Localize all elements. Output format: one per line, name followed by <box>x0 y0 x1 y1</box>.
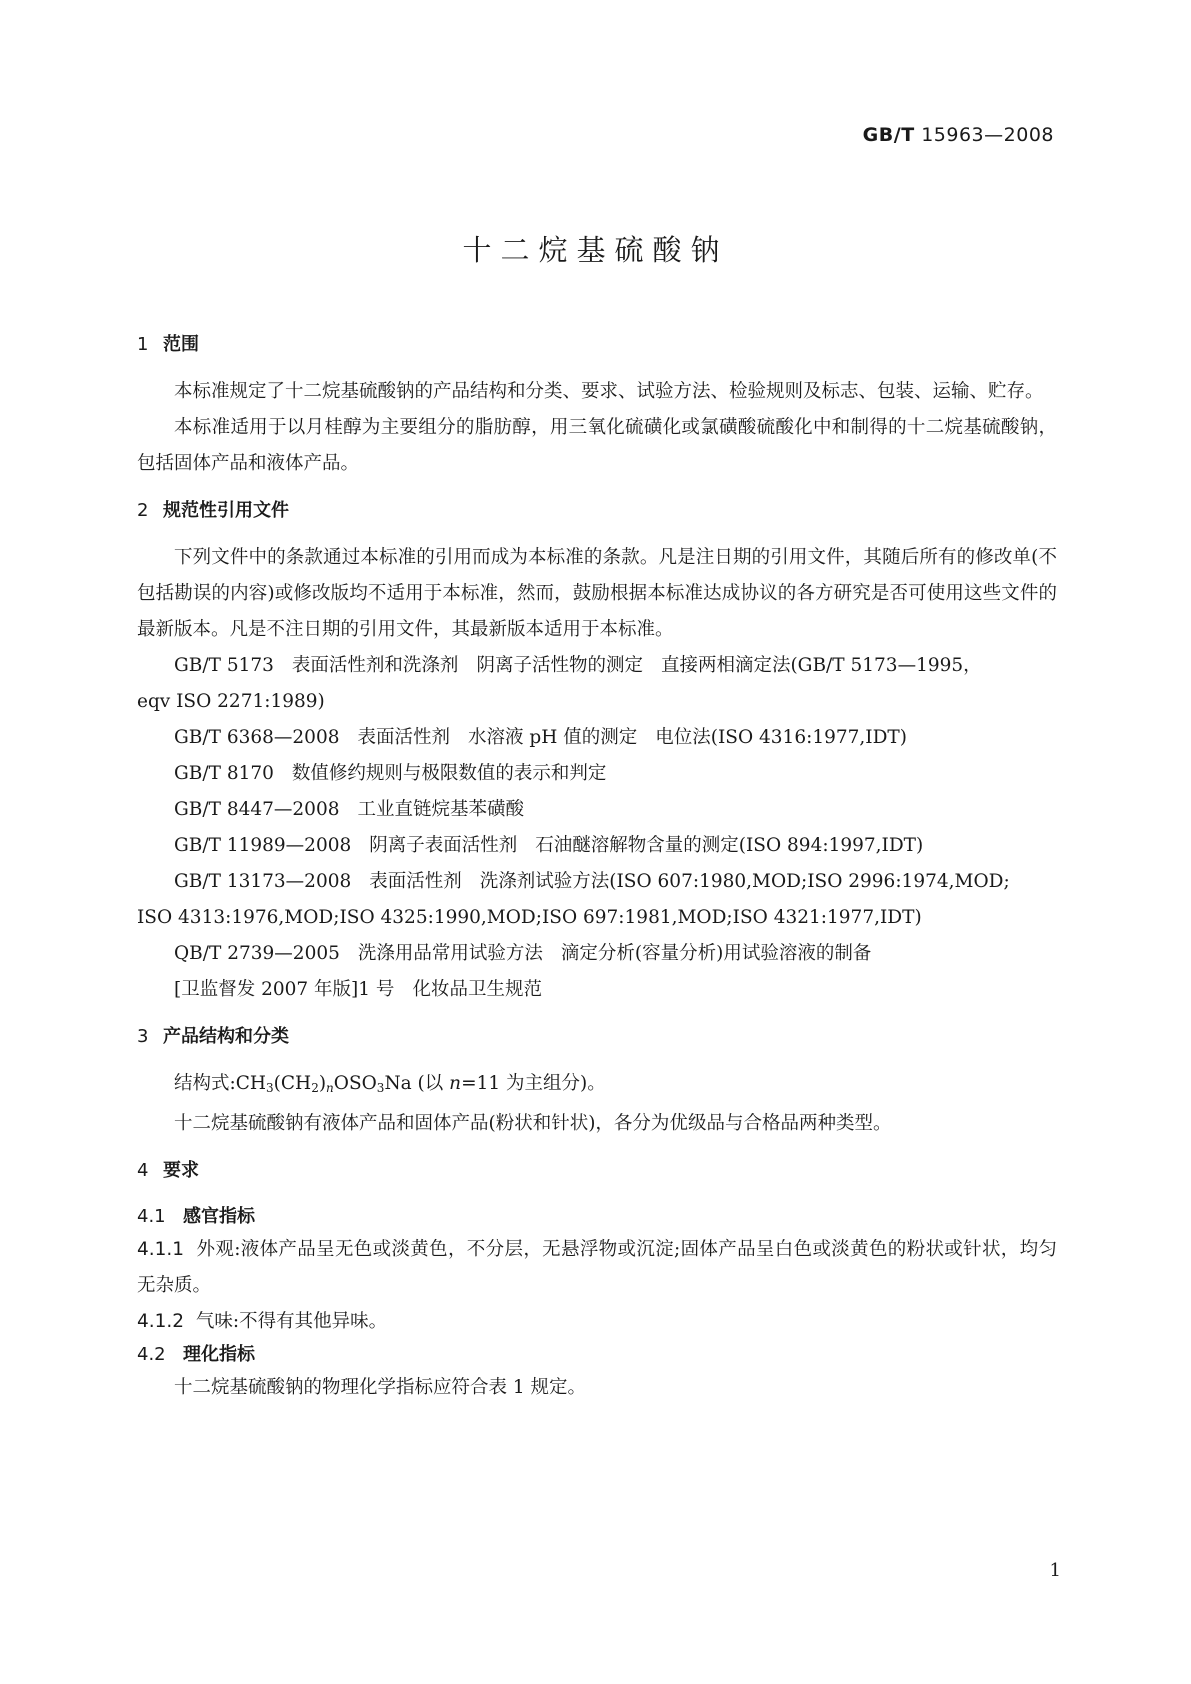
reference-item: GB/T 11989—2008 阴离子表面活性剂 石油醚溶解物含量的测定(ISO 894:1997,IDT) <box>174 835 924 856</box>
structural-formula: 结构式$:CH_3(CH_2)_nOSO_3Na$ (以 n=11 为主组分)。 <box>174 1073 606 1095</box>
reference-item-continuation: ISO 4313:1976,MOD;ISO 4325:1990,MOD;ISO 697:1981,MOD;ISO 4321:1977,IDT) <box>137 907 922 928</box>
section-4-2-heading: 4.2 理化指标 <box>137 1344 255 1365</box>
section-4-2-para: 十二烷基硫酸钠的物理化学指标应符合表 1 规定。 <box>174 1377 587 1398</box>
page-number: 1 <box>1049 1560 1061 1581</box>
section-4-heading: 4 要求 <box>137 1160 199 1181</box>
section-4-1-2: 4.1.2 气味:不得有其他异味。 <box>137 1311 388 1332</box>
section-4-1-heading: 4.1 感官指标 <box>137 1206 255 1227</box>
reference-item: [卫监督发 2007 年版]1 号 化妆品卫生规范 <box>174 979 542 1000</box>
standard-code-prefix: GB/T <box>862 124 915 146</box>
reference-item: QB/T 2739—2005 洗涤用品常用试验方法 滴定分析(容量分析)用试验溶液的制备 <box>174 943 872 964</box>
reference-item-continuation: eqv ISO 2271:1989) <box>137 691 325 712</box>
page-title: 十二烷基硫酸钠 <box>462 233 729 267</box>
section-1-para-2: 本标准适用于以月桂醇为主要组分的脂肪醇，用三氧化硫磺化或氯磺酸硫酸化中和制得的十二烷基硫酸钠，包括固体产品和液体产品。 <box>137 417 1057 474</box>
section-3-para: 十二烷基硫酸钠有液体产品和固体产品(粉状和针状)，各分为优级品与合格品两种类型。 <box>174 1113 892 1134</box>
section-3-heading: 3 产品结构和分类 <box>137 1026 289 1047</box>
section-2-heading: 2 规范性引用文件 <box>137 500 289 521</box>
section-2-intro: 下列文件中的条款通过本标准的引用而成为本标准的条款。凡是注日期的引用文件，其随后所有的修改单(不包括勘误的内容)或修改版均不适用于本标准，然而，鼓励根据本标准达成协议的各方研究是否可使用这些文件的最新版本。凡是不注日期的引用文件，其最新版本适用于本标准。 <box>137 547 1057 640</box>
reference-item: GB/T 8170 数值修约规则与极限数值的表示和判定 <box>174 763 607 784</box>
standard-code <box>863 124 1054 146</box>
reference-item: GB/T 5173 表面活性剂和洗涤剂 阴离子活性物的测定 直接两相滴定法(GB/T 5173—1995， <box>174 655 982 676</box>
section-1-heading: 1 范围 <box>137 334 199 355</box>
reference-item: GB/T 6368—2008 表面活性剂 水溶液 pH 值的测定 电位法(ISO 4316:1977,IDT) <box>174 727 907 748</box>
section-1-para-1: 本标准规定了十二烷基硫酸钠的产品结构和分类、要求、试验方法、检验规则及标志、包装、运输、贮存。 <box>174 381 1044 402</box>
reference-item: GB/T 8447—2008 工业直链烷基苯磺酸 <box>174 799 525 820</box>
document-body <box>137 330 1057 1406</box>
reference-item: GB/T 13173—2008 表面活性剂 洗涤剂试验方法(ISO 607:1980,MOD;ISO 2996:1974,MOD; <box>174 871 1010 892</box>
section-4-1-1: 4.1.1 外观:液体产品呈无色或淡黄色，不分层，无悬浮物或沉淀;固体产品呈白色或淡黄色的粉状或针状，均匀无杂质。 <box>137 1239 1057 1296</box>
standard-code-number: 15963—2008 <box>921 124 1054 146</box>
